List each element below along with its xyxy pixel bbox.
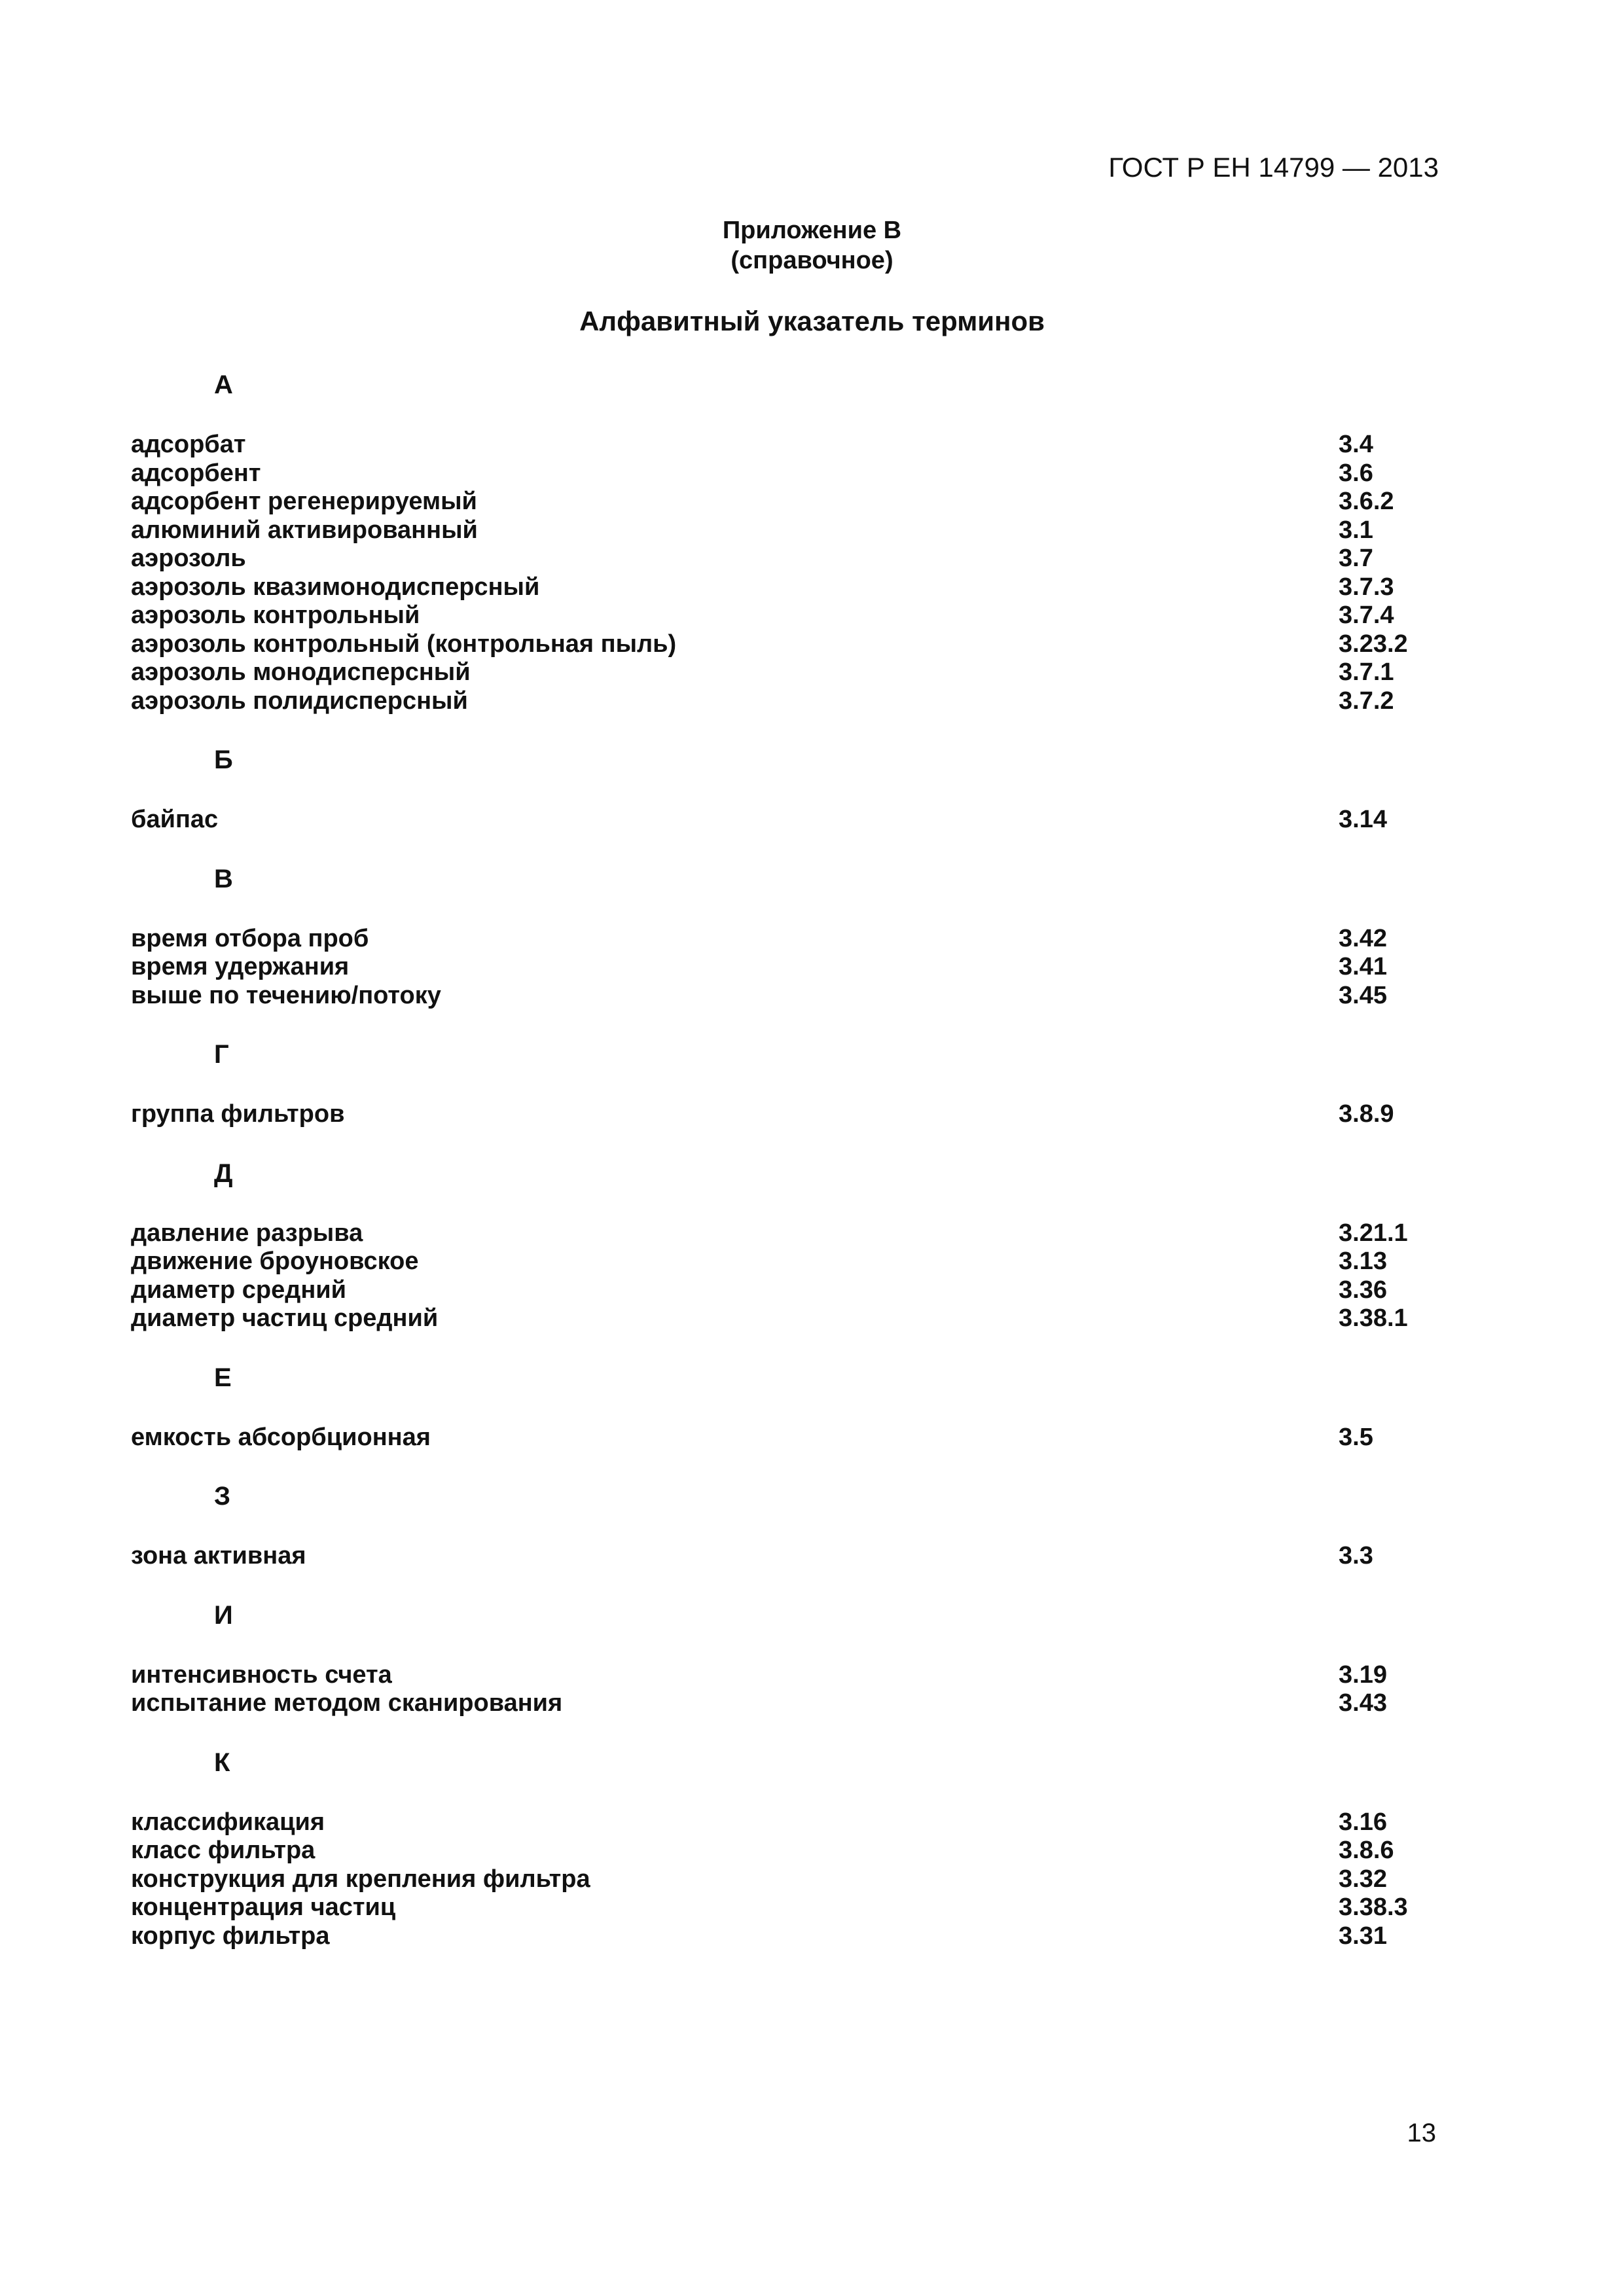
index-entry [0,658,1624,687]
index-entry [0,1247,1624,1276]
index-entry [0,1893,1624,1922]
section-entries [0,431,1624,715]
section-entries [0,1808,1624,1951]
section-entries [0,806,1624,834]
entry-term: давление разрыва [131,1219,363,1247]
entry-term: аэрозоль контрольный [131,601,420,629]
entry-term: корпус фильтра [131,1922,330,1950]
section-entries [0,1542,1624,1571]
section-letter: Е [214,1363,232,1392]
index-entry [0,1276,1624,1305]
entry-reference: 3.14 [1339,806,1387,833]
index-entry [0,953,1624,982]
entry-term: конструкция для крепления фильтра [131,1865,590,1893]
appendix-title: Приложение В [722,217,902,244]
entry-term: зона активная [131,1542,306,1570]
entry-reference: 3.42 [1339,924,1387,952]
index-section [0,863,1624,1011]
entry-term: концентрация частиц [131,1893,396,1921]
index-entry [0,1837,1624,1865]
index-section [0,1599,1624,1718]
entry-term: адсорбент регенерируемый [131,488,477,515]
index-entry [0,630,1624,659]
entry-reference: 3.6 [1339,459,1373,487]
index-entry [0,516,1624,545]
entry-reference: 3.41 [1339,953,1387,980]
term-index [0,368,1624,1979]
index-entry [0,1542,1624,1571]
index-entry [0,1304,1624,1333]
section-entries [0,1661,1624,1718]
section-entries [0,1100,1624,1129]
entry-reference: 3.19 [1339,1660,1387,1689]
entry-term: диаметр частиц средний [131,1304,439,1332]
entry-term: время отбора проб [131,924,369,952]
index-entry [0,982,1624,1011]
entry-reference: 3.43 [1339,1689,1387,1717]
entry-term: байпас [131,806,219,833]
index-entry [0,1689,1624,1718]
index-entry [0,431,1624,459]
section-letter: И [214,1600,233,1630]
section-letter: В [214,864,233,893]
entry-term: группа фильтров [131,1100,345,1128]
entry-term: аэрозоль монодисперсный [131,658,471,686]
entry-reference: 3.38.3 [1339,1893,1408,1921]
index-entry [0,573,1624,602]
entry-term: алюминий активированный [131,516,478,544]
index-section [0,1157,1624,1333]
entry-reference: 3.8.6 [1339,1837,1394,1864]
index-entry [0,1100,1624,1129]
entry-reference: 3.36 [1339,1276,1387,1304]
index-section [0,1480,1624,1571]
appendix-subtitle: (справочное) [731,247,893,274]
entry-term: диаметр средний [131,1276,347,1304]
entry-reference: 3.16 [1339,1808,1387,1836]
entry-term: время удержания [131,953,350,980]
page-number: 13 [1407,2119,1436,2147]
entry-reference: 3.6.2 [1339,488,1394,515]
entry-reference: 3.38.1 [1339,1304,1408,1332]
section-entries [0,1219,1624,1333]
index-section [0,1746,1624,1951]
entry-term: аэрозоль квазимонодисперсный [131,573,540,601]
index-entry [0,488,1624,516]
entry-term: аэрозоль полидисперсный [131,687,468,715]
index-section [0,744,1624,834]
entry-reference: 3.7.1 [1339,658,1394,686]
entry-reference: 3.21.1 [1339,1219,1408,1247]
entry-reference: 3.7.4 [1339,601,1394,629]
entry-term: аэрозоль [131,545,246,572]
section-letter: К [214,1748,230,1777]
index-entry [0,1865,1624,1894]
index-entry [0,1219,1624,1248]
entry-reference: 3.7.3 [1339,573,1394,601]
section-letter: Б [214,745,233,774]
entry-reference: 3.32 [1339,1865,1387,1893]
index-section [0,1038,1624,1129]
section-letter: З [214,1482,231,1511]
entry-reference: 3.7.2 [1339,687,1394,715]
index-heading: Алфавитный указатель терминов [579,306,1045,336]
index-entry [0,925,1624,954]
entry-reference: 3.4 [1339,431,1373,458]
entry-term: адсорбат [131,431,246,458]
entry-reference: 3.8.9 [1339,1100,1394,1128]
index-entry [0,459,1624,488]
index-entry [0,545,1624,573]
section-entries [0,925,1624,1011]
entry-reference: 3.31 [1339,1922,1387,1950]
index-entry [0,1808,1624,1837]
entry-reference: 3.5 [1339,1423,1373,1451]
entry-term: аэрозоль контрольный (контрольная пыль) [131,630,677,658]
entry-reference: 3.13 [1339,1247,1387,1275]
index-entry [0,1922,1624,1951]
section-letter: Г [214,1040,229,1069]
section-letter: Д [214,1158,233,1188]
index-entry [0,1424,1624,1452]
entry-term: емкость абсорбционная [131,1423,431,1451]
index-section [0,1361,1624,1452]
entry-term: выше по течению/потоку [131,981,441,1009]
index-entry [0,1661,1624,1690]
entry-reference: 3.23.2 [1339,630,1408,658]
index-entry [0,687,1624,716]
entry-reference: 3.7 [1339,545,1373,572]
entry-term: адсорбент [131,459,261,487]
entry-reference: 3.3 [1339,1542,1373,1570]
entry-reference: 3.1 [1339,516,1373,544]
section-letter: А [214,370,233,399]
section-entries [0,1424,1624,1452]
entry-term: испытание методом сканирования [131,1689,563,1717]
index-entry [0,601,1624,630]
entry-term: движение броуновское [131,1247,419,1275]
index-section [0,368,1624,715]
entry-term: классификация [131,1808,325,1836]
index-entry [0,806,1624,834]
entry-reference: 3.45 [1339,981,1387,1009]
entry-term: интенсивность счета [131,1660,392,1689]
entry-term: класс фильтра [131,1837,316,1864]
document-id: ГОСТ Р ЕН 14799 — 2013 [1108,152,1439,183]
